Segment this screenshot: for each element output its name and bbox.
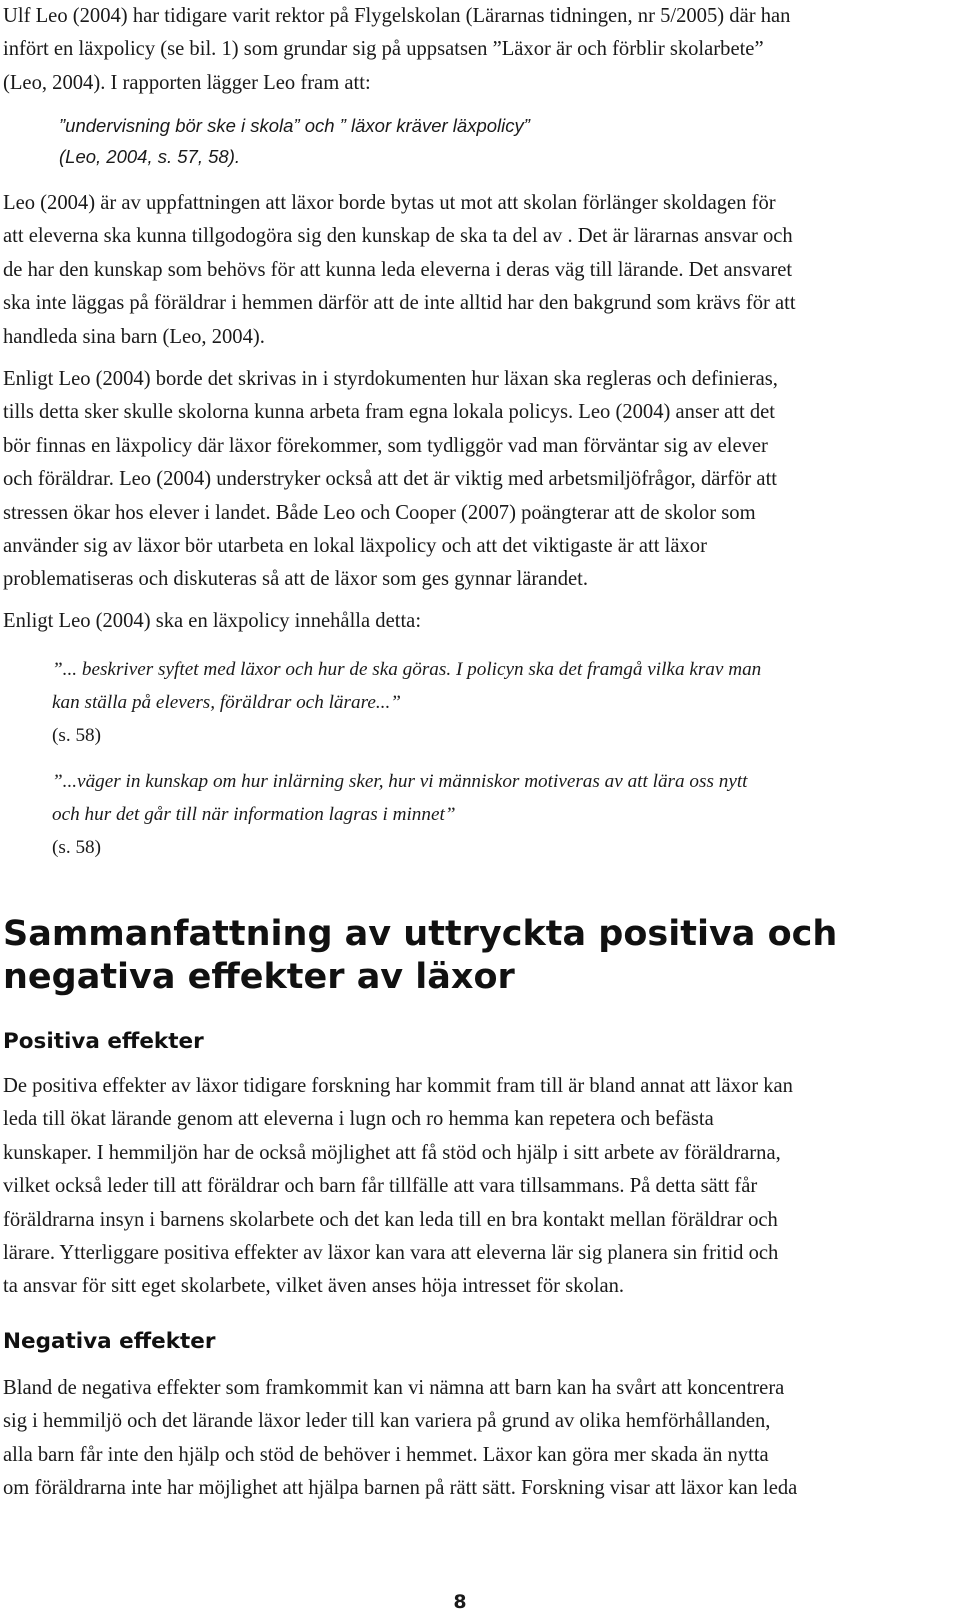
text-line: sig i hemmiljö och det lärande läxor leder till kan variera på grund av olika hemförhållanden,	[3, 1410, 771, 1433]
text-line: tills detta sker skulle skolorna kunna arbeta fram egna lokala policys. Leo (2004) anser att det	[3, 401, 776, 424]
quote-text: kan ställa på elevers, föräldrar och lärare...”	[52, 692, 401, 713]
quote-syftet	[52, 653, 932, 752]
text-line: lärare. Ytterliggare positiva effekter av läxor kan vara att eleverna lär sig planera sin fritid och	[3, 1242, 779, 1265]
quote-kunskap	[52, 765, 932, 864]
text-line: Ulf Leo (2004) har tidigare varit rektor på Flygelskolan (Lärarnas tidningen, nr 5/2005) där han	[3, 5, 791, 27]
text-line: föräldrarna insyn i barnens skolarbete och det kan leda till en bra kontakt mellan föräldrar och	[3, 1208, 778, 1231]
text-line: ta ansvar för sitt eget skolarbete, vilket även anses höja intresset för skolan.	[3, 1275, 625, 1298]
section-heading	[3, 913, 955, 999]
text-line: Leo (2004) är av uppfattningen att läxor borde bytas ut mot att skolan förlänger skoldagen för	[3, 192, 776, 214]
quote-text: ”undervisning bör ske i skola” och ” läxor kräver läxpolicy”	[59, 115, 530, 136]
quote-source: (s. 58)	[52, 837, 102, 858]
text-line: problematiseras och diskuteras så att de läxor som ges gynnar lärandet.	[3, 568, 589, 591]
text-line: att eleverna ska kunna tillgodogöra sig den kunskap de ska ta del av . Det är lärarnas ansvar och	[3, 225, 793, 248]
text-line: Enligt Leo (2004) borde det skrivas in i styrdokumenten hur läxan ska regleras och definieras,	[3, 368, 778, 390]
quote-text: ”... beskriver syftet med läxor och hur de ska göras. I policyn ska det framgå vilka krav man	[52, 659, 762, 680]
paragraph-negativa	[3, 1372, 955, 1506]
text-line: Enligt Leo (2004) ska en läxpolicy innehålla detta:	[3, 610, 422, 632]
text-line: och föräldrar. Leo (2004) understryker också att det är viktig med arbetsmiljöfrågor, därför att	[3, 468, 778, 491]
quote-text: ”...väger in kunskap om hur inlärning sker, hur vi människor motiveras av att lära oss nytt	[52, 771, 748, 792]
text-line: de har den kunskap som behövs för att kunna leda eleverna i deras väg till lärande. Det ansvaret	[3, 258, 793, 281]
paragraph-styrdokument	[3, 363, 955, 597]
paragraph-intro	[3, 0, 955, 100]
subheading-positiva: Positiva effekter	[3, 1029, 204, 1054]
text-line: vilket också leder till att föräldrar och barn får tillfälle att vara tillsammans. På detta sätt får	[3, 1175, 758, 1198]
text-line: leda till ökat lärande genom att eleverna i lugn och ro hemma kan repetera och befästa	[3, 1108, 714, 1131]
text-line: kunskaper. I hemmiljön har de också möjlighet att få stöd och hjälp i sitt arbete av föräldrarna,	[3, 1141, 781, 1164]
text-line: om föräldrarna inte har möjlighet att hjälpa barnen på rätt sätt. Forskning visar att läxor kan leda	[3, 1477, 798, 1500]
text-line: infört en läxpolicy (se bil. 1) som grundar sig på uppsatsen ”Läxor är och förblir skolarbete”	[3, 38, 764, 61]
quote-source: (s. 58)	[52, 725, 102, 746]
text-line: bör finnas en läxpolicy där läxor förekommer, som tydliggör vad man förväntar sig av elever	[3, 434, 768, 457]
heading-line: Sammanfattning av uttryckta positiva och	[3, 914, 838, 954]
quote-undervisning	[59, 110, 939, 172]
text-line: ska inte läggas på föräldrar i hemmen därför att de inte alltid har den bakgrund som krävs för att	[3, 292, 796, 315]
subheading-negativa: Negativa effekter	[3, 1329, 216, 1354]
text-line: Bland de negativa effekter som framkommit kan vi nämna att barn kan ha svårt att koncentrera	[3, 1377, 785, 1399]
text-line: (Leo, 2004). I rapporten lägger Leo fram att:	[3, 71, 371, 94]
text-line: De positiva effekter av läxor tidigare forskning har kommit fram till är bland annat att läxor kan	[3, 1075, 793, 1097]
quote-text: och hur det går till när information lagras i minnet”	[52, 804, 456, 825]
page-number: 8	[453, 1591, 467, 1613]
paragraph-leo-opinion	[3, 187, 955, 354]
text-line: alla barn får inte den hjälp och stöd de behöver i hemmet. Läxor kan göra mer skada än nytta	[3, 1443, 769, 1466]
text-line: använder sig av läxor bör utarbeta en lokal läxpolicy och att det viktigaste är att läxor	[3, 535, 707, 558]
paragraph-positiva	[3, 1070, 955, 1304]
text-line: stressen ökar hos elever i landet. Både Leo och Cooper (2007) poängterar att de skolor som	[3, 501, 756, 524]
text-line: handleda sina barn (Leo, 2004).	[3, 325, 265, 348]
heading-line: negativa effekter av läxor	[3, 957, 515, 997]
quote-source: (Leo, 2004, s. 57, 58).	[59, 146, 241, 167]
paragraph-policy-intro	[3, 605, 955, 638]
